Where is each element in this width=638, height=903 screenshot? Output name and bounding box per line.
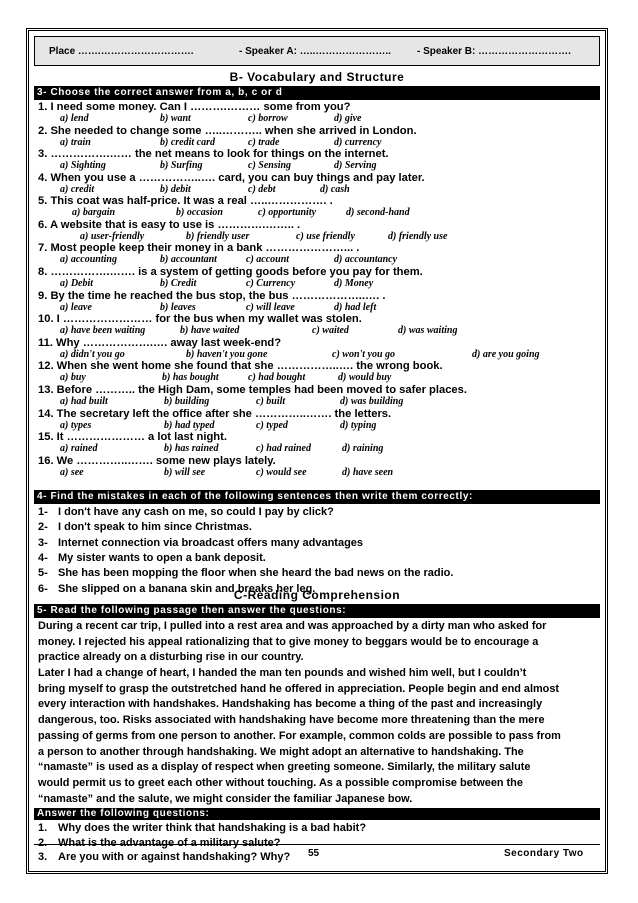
speaker-a-field: - Speaker A: …..………………….. (239, 45, 391, 57)
option-a: a) types (60, 420, 92, 431)
option-c: c) debt (248, 184, 276, 195)
option-b: b) haven't you gone (186, 349, 268, 360)
question-13: 13. Before ……….. the High Dam, some temples had been moved to safer places. (38, 384, 467, 396)
option-a: a) see (60, 467, 84, 478)
option-d: d) accountancy (334, 254, 398, 265)
passage-line: money. I rejected his appeal rationalizing that to give money to beggars would be to encourage a (38, 635, 539, 648)
option-c: c) Currency (246, 278, 296, 289)
comprehension-question-2 (38, 837, 281, 849)
speaker-b-field: - Speaker B: ………………………. (417, 45, 571, 57)
option-b: b) leaves (160, 302, 196, 313)
option-d: d) have seen (342, 467, 394, 478)
option-a: a) didn't you go (60, 349, 125, 360)
option-a: a) train (60, 137, 91, 148)
option-d: d) was building (340, 396, 404, 407)
option-a: a) credit (60, 184, 95, 195)
question-number: 1. (38, 822, 48, 834)
footer-divider (34, 844, 600, 845)
page-number: 55 (308, 848, 320, 859)
option-a: a) have been waiting (60, 325, 146, 336)
question-5: 5. This coat was half-price. It was a real …..……………. . (38, 195, 333, 207)
part3-instruction: 3- Choose the correct answer from a, b, c or d (34, 86, 600, 100)
part4-instruction: 4- Find the mistakes in each of the following sentences then write them correctly: (34, 490, 600, 504)
mistake-sentence-5 (38, 567, 453, 579)
mistake-number: 5- (38, 567, 48, 580)
mistake-number: 1- (38, 506, 48, 518)
option-c: c) trade (248, 137, 280, 148)
option-c: c) will leave (246, 302, 295, 313)
mistake-text: She slipped on a banana skin and breaks her leg. (58, 582, 316, 595)
option-a: a) lend (60, 113, 89, 124)
header-bar (34, 36, 600, 66)
question-12: 12. When she went home she found that she ……………..…. the wrong book. (38, 360, 443, 372)
option-a: a) Sighting (60, 160, 106, 171)
mistake-sentence-3 (38, 537, 363, 549)
question-2: 2. She needed to change some …..……….. when she arrived in London. (38, 125, 417, 137)
mistake-number: 2- (38, 521, 48, 534)
option-b: b) have waited (180, 325, 240, 336)
passage-line: practice already on a disturbing rise in our country. (38, 651, 304, 664)
option-b: b) will see (164, 467, 206, 478)
mistake-number: 4- (38, 551, 48, 564)
question-10: 10. I …………………… for the bus when my wallet was stolen. (38, 313, 362, 325)
option-c: c) waited (312, 325, 349, 336)
question-number: 3. (38, 851, 48, 863)
passage-line: dangerous, too. Risks associated with handshaking have become more threatening than the mere (38, 714, 545, 727)
question-text: Are you with or against handshaking? Why? (58, 851, 291, 863)
option-d: d) raining (342, 443, 384, 454)
option-c: c) Sensing (248, 160, 292, 171)
question-text: What is the advantage of a military salute? (58, 836, 281, 849)
option-d: d) friendly use (388, 231, 448, 242)
option-d: d) cash (320, 184, 350, 195)
passage-line: “namaste” and the salute, we might consider the familiar Japanese bow. (38, 792, 413, 805)
mistake-text: Internet connection via broadcast offers many advantages (58, 536, 364, 549)
mistake-number: 6- (38, 582, 48, 595)
answer-instruction: Answer the following questions: (34, 808, 600, 820)
passage-line: a person to another through handshaking. We might adopt an alternative to handshaking. The (38, 745, 524, 758)
footer-label: Secondary Two (504, 848, 584, 859)
passage-line: During a recent car trip, I pulled into a rest area and was approached by a dirty man who asked for (38, 620, 547, 632)
option-b: b) Credit (160, 278, 197, 289)
passage-line: “namaste” is used as a display of respect when greeting someone. Similarly, the military salute (38, 761, 531, 774)
option-c: c) won't you go (332, 349, 396, 360)
question-8: 8. …………….……. is a system of getting goods before you pay for them. (38, 266, 423, 278)
option-d: d) currency (334, 137, 382, 148)
option-a: a) had built (60, 396, 108, 407)
passage-line: Later I had a change of heart, I handed the man ten pounds and wished him well, but I couldn’t (38, 667, 527, 680)
reading-passage (38, 619, 606, 807)
mistake-number: 3- (38, 536, 48, 549)
option-b: b) building (164, 396, 210, 407)
option-b: b) credit card (160, 137, 215, 148)
question-16: 16. We …………..……. some new plays lately. (38, 455, 276, 467)
mistake-text: I don't speak to him since Christmas. (58, 521, 252, 534)
option-c: c) opportunity (258, 207, 317, 218)
passage-line: passing of germs from one person to another. For example, common colds are possible to pass from (38, 729, 561, 742)
option-d: d) second-hand (346, 207, 410, 218)
mistake-text: She has been mopping the floor when she heard the bad news on the radio. (58, 567, 454, 580)
option-a: a) Debit (60, 278, 94, 289)
question-9: 9. By the time he reached the bus stop, the bus ………………..…. . (38, 290, 386, 302)
option-c: c) would see (256, 467, 307, 478)
option-b: b) want (160, 113, 191, 124)
option-c: c) account (246, 254, 290, 265)
question-1: 1. I need some money. Can I ……….……… some from you? (38, 101, 351, 113)
option-b: b) has rained (164, 443, 219, 454)
comprehension-question-1 (38, 822, 366, 834)
option-a: a) user-friendly (80, 231, 145, 242)
part5-instruction: 5- Read the following passage then answer the questions: (34, 604, 600, 618)
question-11: 11. Why ……………….…. away last week-end? (38, 337, 282, 349)
option-d: d) was waiting (398, 325, 458, 336)
option-c: c) had rained (256, 443, 311, 454)
option-a: a) buy (60, 372, 86, 383)
option-b: b) friendly user (186, 231, 250, 242)
question-6: 6. A website that is easy to use is ………….…….. . (38, 219, 301, 231)
option-d: d) are you going (472, 349, 540, 360)
section-b-title: B- Vocabulary and Structure (229, 70, 405, 84)
comprehension-question-3 (38, 851, 290, 863)
mistake-text: I don't have any cash on me, so could I pay by click? (58, 506, 334, 518)
option-b: b) had typed (164, 420, 215, 431)
question-14: 14. The secretary left the office after she …………..……. the letters. (38, 408, 392, 420)
option-a: a) accounting (60, 254, 117, 265)
option-a: a) rained (60, 443, 98, 454)
option-d: d) Money (334, 278, 374, 289)
passage-line: would permit us to greet each other without touching. As a possible compromise between the (38, 776, 523, 789)
question-3: 3. …………….…… the net means to look for things on the internet. (38, 148, 389, 160)
option-c: c) had bought (248, 372, 306, 383)
place-field: Place …….………………………. (49, 45, 194, 57)
option-a: a) bargain (72, 207, 116, 218)
option-b: b) has bought (162, 372, 219, 383)
question-7: 7. Most people keep their money in a bank …………………... . (38, 242, 360, 254)
option-b: b) Surfing (160, 160, 203, 171)
option-c: c) typed (256, 420, 288, 431)
passage-line: bring myself to grasp the outstretched hand he offered in appreciation. People begin and end almost (38, 682, 560, 695)
option-b: b) occasion (176, 207, 223, 218)
mistake-sentence-1 (38, 506, 334, 518)
mistake-sentence-4 (38, 552, 266, 564)
option-b: b) accountant (160, 254, 217, 265)
passage-line: every interaction with handshakes. Handshaking has become a thing of the past and increasingly (38, 698, 543, 711)
mistake-text: My sister wants to open a bank deposit. (58, 551, 266, 564)
option-d: d) give (334, 113, 362, 124)
option-c: c) use friendly (296, 231, 355, 242)
option-b: b) debit (160, 184, 191, 195)
option-d: d) Serving (334, 160, 377, 171)
option-c: c) built (256, 396, 286, 407)
question-4: 4. When you use a ……………..…. card, you can buy things and pay later. (38, 172, 425, 184)
option-d: d) typing (340, 420, 377, 431)
mistake-sentence-2 (38, 521, 252, 533)
option-a: a) leave (60, 302, 92, 313)
option-d: d) had left (334, 302, 377, 313)
section-c-title: C-Reading Comprehension (233, 588, 401, 602)
question-text: Why does the writer think that handshaking is a bad habit? (58, 822, 367, 834)
question-15: 15. It ………………… a lot last night. (38, 431, 227, 443)
question-number: 2. (38, 836, 48, 849)
option-d: d) would buy (338, 372, 392, 383)
option-c: c) borrow (248, 113, 288, 124)
